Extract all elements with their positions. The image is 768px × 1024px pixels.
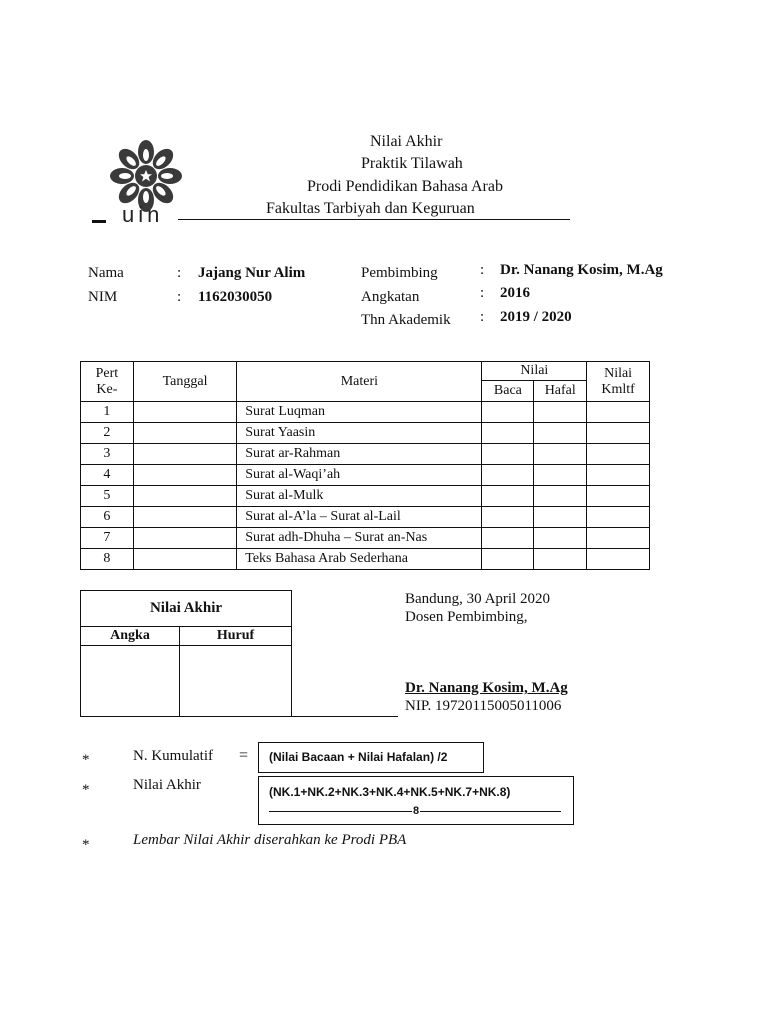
hafal-cell [534, 465, 587, 486]
table-row [81, 507, 650, 528]
tanggal-cell [133, 549, 236, 570]
nama-colon: : [177, 265, 182, 281]
materi-cell: Surat adh-Dhuha – Surat an-Nas [237, 528, 482, 549]
header-baca: Baca [482, 381, 534, 402]
header-kmltf [587, 362, 650, 402]
kmltf-cell [587, 444, 650, 465]
nilai-akhir-denominator: 8 [413, 805, 420, 817]
hafal-cell [534, 402, 587, 423]
hafal-cell [534, 423, 587, 444]
header-pert-line2: Ke- [96, 381, 118, 397]
baca-cell [482, 486, 534, 507]
signature-name: Dr. Nanang Kosim, M.Ag [405, 680, 568, 696]
signature-nip: NIP. 19720115005011006 [405, 698, 562, 714]
table-row [81, 486, 650, 507]
hafal-cell [534, 486, 587, 507]
table-row [81, 423, 650, 444]
huruf-header: Huruf [180, 627, 292, 646]
angkatan-label: Angkatan [361, 289, 420, 305]
thn-akademik-colon: : [480, 309, 485, 325]
tanggal-cell [133, 528, 236, 549]
kmltf-cell [587, 465, 650, 486]
nama-label: Nama [88, 265, 124, 281]
row-number: 2 [81, 423, 134, 444]
title-prodi: Prodi Pendidikan Bahasa Arab [307, 178, 503, 195]
tanggal-cell [133, 402, 236, 423]
table-row [81, 549, 650, 570]
materi-table [80, 361, 650, 570]
tanggal-cell [133, 507, 236, 528]
materi-cell: Surat ar-Rahman [237, 444, 482, 465]
signature-role: Dosen Pembimbing, [405, 609, 528, 625]
header-kmltf-line1: Nilai [604, 365, 633, 381]
baca-cell [482, 423, 534, 444]
nim-label: NIM [88, 289, 118, 305]
kmltf-cell [587, 549, 650, 570]
footer-note: Lembar Nilai Akhir diserahkan ke Prodi PBA [133, 832, 407, 848]
materi-cell: Teks Bahasa Arab Sederhana [237, 549, 482, 570]
kumulatif-label: N. Kumulatif [133, 748, 213, 764]
materi-cell: Surat Yaasin [237, 423, 482, 444]
baca-cell [482, 465, 534, 486]
materi-cell: Surat al-A’la – Surat al-Lail [237, 507, 482, 528]
bullet-footer: * [82, 837, 90, 853]
baca-cell [482, 507, 534, 528]
header-pert [81, 362, 134, 402]
signature-rule [292, 716, 398, 717]
nilai-akhir-table [80, 590, 292, 717]
header-hafal: Hafal [534, 381, 587, 402]
row-number: 8 [81, 549, 134, 570]
nim-value: 1162030050 [198, 289, 273, 305]
materi-cell: Surat al-Waqi’ah [237, 465, 482, 486]
row-number: 1 [81, 402, 134, 423]
tanggal-cell [133, 423, 236, 444]
hafal-cell [534, 549, 587, 570]
thn-akademik-value: 2019 / 2020 [500, 309, 572, 325]
bullet-nilai-akhir: * [82, 782, 90, 798]
baca-cell [482, 402, 534, 423]
kumulatif-equals: = [239, 747, 249, 764]
nama-value: Jajang Nur Alim [198, 265, 306, 281]
angka-header: Angka [81, 627, 180, 646]
angkatan-value: 2016 [500, 285, 530, 301]
kmltf-cell [587, 486, 650, 507]
row-number: 4 [81, 465, 134, 486]
kmltf-cell [587, 507, 650, 528]
header-nilai: Nilai [482, 362, 587, 381]
title-praktik-tilawah: Praktik Tilawah [361, 155, 463, 172]
row-number: 3 [81, 444, 134, 465]
table-row [81, 444, 650, 465]
uin-logo [92, 138, 192, 230]
tanggal-cell [133, 486, 236, 507]
hafal-cell [534, 528, 587, 549]
place-date: Bandung, 30 April 2020 [405, 591, 550, 607]
tanggal-cell [133, 465, 236, 486]
header-rule [178, 219, 570, 220]
row-number: 5 [81, 486, 134, 507]
kmltf-cell [587, 528, 650, 549]
table-row [81, 402, 650, 423]
materi-cell: Surat al-Mulk [237, 486, 482, 507]
angka-cell [81, 646, 180, 717]
nilai-akhir-formula-box [258, 776, 574, 825]
huruf-cell [180, 646, 292, 717]
nim-colon: : [177, 289, 182, 305]
kmltf-cell [587, 423, 650, 444]
logo-underline [92, 220, 106, 223]
row-number: 7 [81, 528, 134, 549]
header-materi: Materi [237, 362, 482, 402]
header-pert-line1: Pert [95, 365, 119, 381]
hafal-cell [534, 444, 587, 465]
kumulatif-formula: (Nilai Bacaan + Nilai Hafalan) /2 [269, 750, 448, 764]
table-header-row [81, 362, 650, 381]
pembimbing-label: Pembimbing [361, 265, 438, 281]
tanggal-cell [133, 444, 236, 465]
logo-text: uin [122, 202, 164, 227]
nilai-akhir-title: Nilai Akhir [81, 591, 292, 627]
pembimbing-value: Dr. Nanang Kosim, M.Ag [500, 262, 663, 278]
materi-cell: Surat Luqman [237, 402, 482, 423]
row-number: 6 [81, 507, 134, 528]
table-row [81, 528, 650, 549]
nilai-akhir-label: Nilai Akhir [133, 777, 201, 793]
kumulatif-formula-box [258, 742, 484, 773]
title-nilai-akhir: Nilai Akhir [370, 133, 443, 150]
pembimbing-colon: : [480, 262, 485, 278]
table-row [81, 465, 650, 486]
nilai-akhir-numerator: (NK.1+NK.2+NK.3+NK.4+NK.5+NK.7+NK.8) [269, 785, 511, 799]
thn-akademik-label: Thn Akademik [361, 312, 451, 328]
header-kmltf-line2: Kmltf [601, 381, 635, 397]
baca-cell [482, 549, 534, 570]
header-tanggal: Tanggal [133, 362, 236, 402]
bullet-kumulatif: * [82, 752, 90, 768]
hafal-cell [534, 507, 587, 528]
angkatan-colon: : [480, 285, 485, 301]
kmltf-cell [587, 402, 650, 423]
baca-cell [482, 528, 534, 549]
title-fakultas: Fakultas Tarbiyah dan Keguruan [266, 200, 475, 217]
baca-cell [482, 444, 534, 465]
